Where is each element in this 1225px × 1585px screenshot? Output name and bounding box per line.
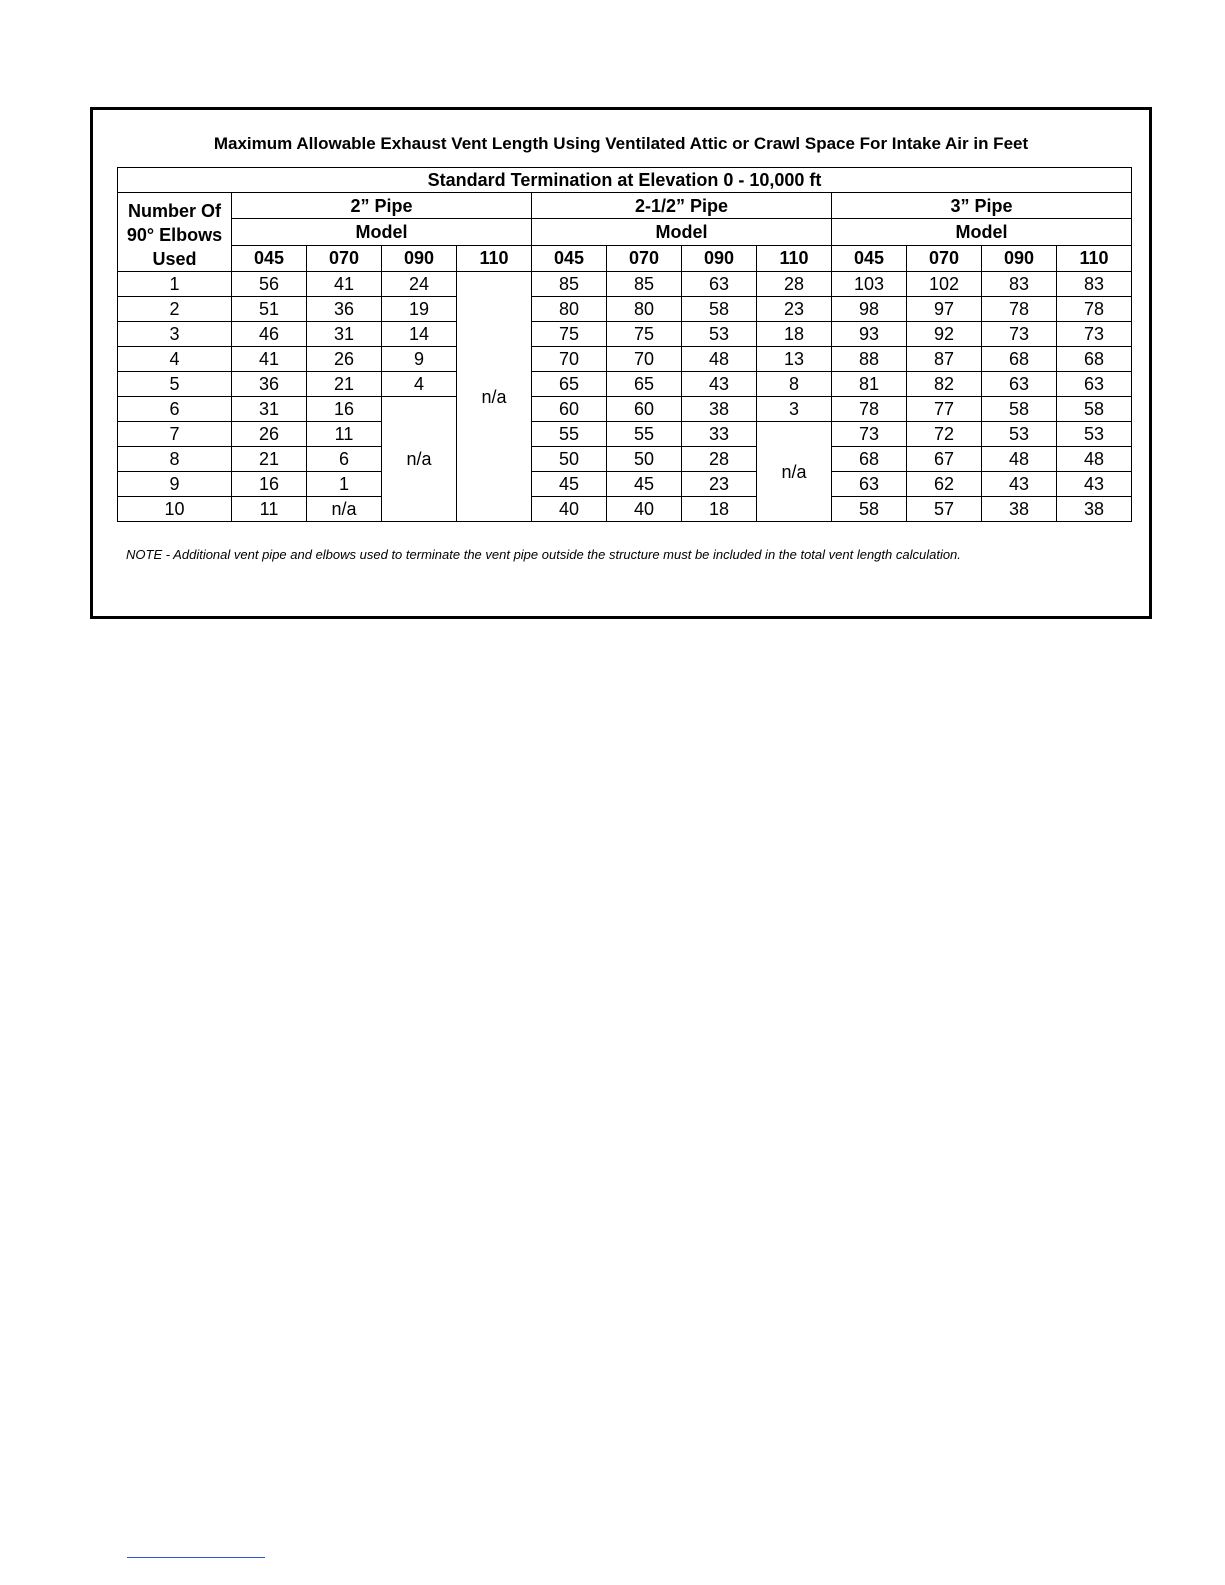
table-cell: n/a <box>307 497 382 522</box>
table-cell: 92 <box>907 322 982 347</box>
table-cell: 97 <box>907 297 982 322</box>
table-cell: 55 <box>532 422 607 447</box>
table-cell: 53 <box>1057 422 1132 447</box>
table-frame <box>90 107 1152 619</box>
table-cell: 26 <box>307 347 382 372</box>
table-cell: 58 <box>982 397 1057 422</box>
model-number: 045 <box>232 245 307 271</box>
table-cell: 31 <box>232 397 307 422</box>
table-cell: 63 <box>982 372 1057 397</box>
table-cell: 68 <box>832 447 907 472</box>
table-cell: 56 <box>232 272 307 297</box>
table-row <box>118 397 1132 422</box>
table-cell: 48 <box>982 447 1057 472</box>
table-cell: 58 <box>1057 397 1132 422</box>
model-number: 090 <box>982 245 1057 271</box>
table-cell: 73 <box>1057 322 1132 347</box>
table-cell: 65 <box>532 372 607 397</box>
table-cell: 3 <box>757 397 832 422</box>
table-note: NOTE - Additional vent pipe and elbows used to terminate the vent pipe outside the structure must be included in the total vent length calculation. <box>126 547 961 562</box>
table-cell: 18 <box>682 497 757 522</box>
table-cell: 14 <box>382 322 457 347</box>
elbows-header <box>118 193 232 272</box>
vent-length-table <box>117 167 1132 522</box>
table-cell: 65 <box>607 372 682 397</box>
table-cell: 1 <box>307 472 382 497</box>
table-cell: 45 <box>532 472 607 497</box>
table-row <box>118 372 1132 397</box>
elbow-count-cell: 7 <box>118 422 232 447</box>
table-row <box>118 472 1132 497</box>
elbow-count-cell: 4 <box>118 347 232 372</box>
table-cell: 58 <box>682 297 757 322</box>
model-number: 045 <box>532 245 607 271</box>
model-number: 090 <box>682 245 757 271</box>
table-cell: 80 <box>532 297 607 322</box>
table-cell: 43 <box>682 372 757 397</box>
table-cell: 75 <box>532 322 607 347</box>
table-cell: 78 <box>982 297 1057 322</box>
model-number: 045 <box>832 245 907 271</box>
table-row <box>118 297 1132 322</box>
footer-link-underline <box>127 1557 265 1558</box>
table-cell: 11 <box>232 497 307 522</box>
table-cell: 11 <box>307 422 382 447</box>
table-cell: 93 <box>832 322 907 347</box>
table-cell: 83 <box>982 272 1057 297</box>
table-cell: 38 <box>682 397 757 422</box>
table-cell: 41 <box>307 272 382 297</box>
table-cell: 53 <box>682 322 757 347</box>
table-cell: 88 <box>832 347 907 372</box>
model-number: 110 <box>1057 245 1132 271</box>
model-label: Model <box>232 219 532 245</box>
model-number: 090 <box>382 245 457 271</box>
model-label: Model <box>532 219 832 245</box>
table-cell: 16 <box>232 472 307 497</box>
table-cell: 68 <box>1057 347 1132 372</box>
table-cell: 72 <box>907 422 982 447</box>
table-cell: 77 <box>907 397 982 422</box>
table-cell: 103 <box>832 272 907 297</box>
table-cell: 48 <box>1057 447 1132 472</box>
table-cell: 82 <box>907 372 982 397</box>
table-cell: 21 <box>307 372 382 397</box>
table-cell: 19 <box>382 297 457 322</box>
table-cell: 78 <box>1057 297 1132 322</box>
table-cell: 23 <box>757 297 832 322</box>
elbow-count-cell: 3 <box>118 322 232 347</box>
table-cell: 4 <box>382 372 457 397</box>
elbow-count-cell: 1 <box>118 272 232 297</box>
elbows-header-line: Used <box>152 249 197 269</box>
table-cell: 70 <box>532 347 607 372</box>
model-label-row <box>118 219 1132 245</box>
table-cell: 60 <box>532 397 607 422</box>
na-cell: n/a <box>757 422 832 522</box>
table-cell: 23 <box>682 472 757 497</box>
table-row <box>118 322 1132 347</box>
table-cell: 63 <box>832 472 907 497</box>
table-cell: 24 <box>382 272 457 297</box>
table-cell: 50 <box>607 447 682 472</box>
table-cell: 43 <box>1057 472 1132 497</box>
elbow-count-cell: 9 <box>118 472 232 497</box>
table-cell: 50 <box>532 447 607 472</box>
model-number: 070 <box>607 245 682 271</box>
na-cell: n/a <box>457 272 532 522</box>
table-cell: 60 <box>607 397 682 422</box>
table-row <box>118 447 1132 472</box>
pipe-header-2-5: 2-1/2” Pipe <box>532 193 832 219</box>
table-cell: 73 <box>832 422 907 447</box>
na-cell: n/a <box>382 397 457 522</box>
table-cell: 63 <box>1057 372 1132 397</box>
banner-row <box>118 168 1132 193</box>
table-cell: 31 <box>307 322 382 347</box>
elbow-count-cell: 5 <box>118 372 232 397</box>
table-cell: 73 <box>982 322 1057 347</box>
table-cell: 18 <box>757 322 832 347</box>
table-cell: 48 <box>682 347 757 372</box>
table-cell: 80 <box>607 297 682 322</box>
table-cell: 41 <box>232 347 307 372</box>
table-cell: 40 <box>532 497 607 522</box>
elbow-count-cell: 8 <box>118 447 232 472</box>
table-cell: 36 <box>232 372 307 397</box>
table-cell: 55 <box>607 422 682 447</box>
table-cell: 62 <box>907 472 982 497</box>
elbows-header-line: 90° Elbows <box>126 225 223 245</box>
elbows-header-line: Number Of <box>127 201 221 221</box>
model-number: 070 <box>307 245 382 271</box>
table-cell: 28 <box>757 272 832 297</box>
table-cell: 45 <box>607 472 682 497</box>
table-cell: 57 <box>907 497 982 522</box>
table-cell: 43 <box>982 472 1057 497</box>
banner-cell: Standard Termination at Elevation 0 - 10,000 ft <box>118 168 1132 193</box>
table-cell: 58 <box>832 497 907 522</box>
pipe-header-row <box>118 193 1132 219</box>
table-cell: 13 <box>757 347 832 372</box>
table-row <box>118 272 1132 297</box>
table-cell: 36 <box>307 297 382 322</box>
table-cell: 85 <box>607 272 682 297</box>
model-number: 110 <box>757 245 832 271</box>
model-number: 070 <box>907 245 982 271</box>
table-cell: 75 <box>607 322 682 347</box>
table-cell: 67 <box>907 447 982 472</box>
elbow-count-cell: 6 <box>118 397 232 422</box>
table-cell: 68 <box>982 347 1057 372</box>
table-row <box>118 497 1132 522</box>
table-cell: 28 <box>682 447 757 472</box>
table-cell: 38 <box>1057 497 1132 522</box>
table-cell: 70 <box>607 347 682 372</box>
table-row <box>118 422 1132 447</box>
table-row <box>118 347 1132 372</box>
table-cell: 51 <box>232 297 307 322</box>
table-title: Maximum Allowable Exhaust Vent Length Using Ventilated Attic or Crawl Space For Intake Air in Feet <box>213 134 1029 153</box>
table-cell: 98 <box>832 297 907 322</box>
table-cell: 81 <box>832 372 907 397</box>
table-cell: 33 <box>682 422 757 447</box>
elbow-count-cell: 10 <box>118 497 232 522</box>
table-cell: 78 <box>832 397 907 422</box>
table-cell: 40 <box>607 497 682 522</box>
table-cell: 16 <box>307 397 382 422</box>
table-cell: 21 <box>232 447 307 472</box>
table-cell: 87 <box>907 347 982 372</box>
elbow-count-cell: 2 <box>118 297 232 322</box>
table-cell: 102 <box>907 272 982 297</box>
table-cell: 63 <box>682 272 757 297</box>
table-cell: 26 <box>232 422 307 447</box>
table-cell: 83 <box>1057 272 1132 297</box>
table-cell: 8 <box>757 372 832 397</box>
table-cell: 46 <box>232 322 307 347</box>
model-number-row <box>118 245 1132 271</box>
pipe-header-2: 2” Pipe <box>232 193 532 219</box>
pipe-header-3: 3” Pipe <box>832 193 1132 219</box>
model-number: 110 <box>457 245 532 271</box>
model-label: Model <box>832 219 1132 245</box>
table-cell: 38 <box>982 497 1057 522</box>
table-cell: 85 <box>532 272 607 297</box>
table-cell: 53 <box>982 422 1057 447</box>
table-cell: 9 <box>382 347 457 372</box>
table-cell: 6 <box>307 447 382 472</box>
